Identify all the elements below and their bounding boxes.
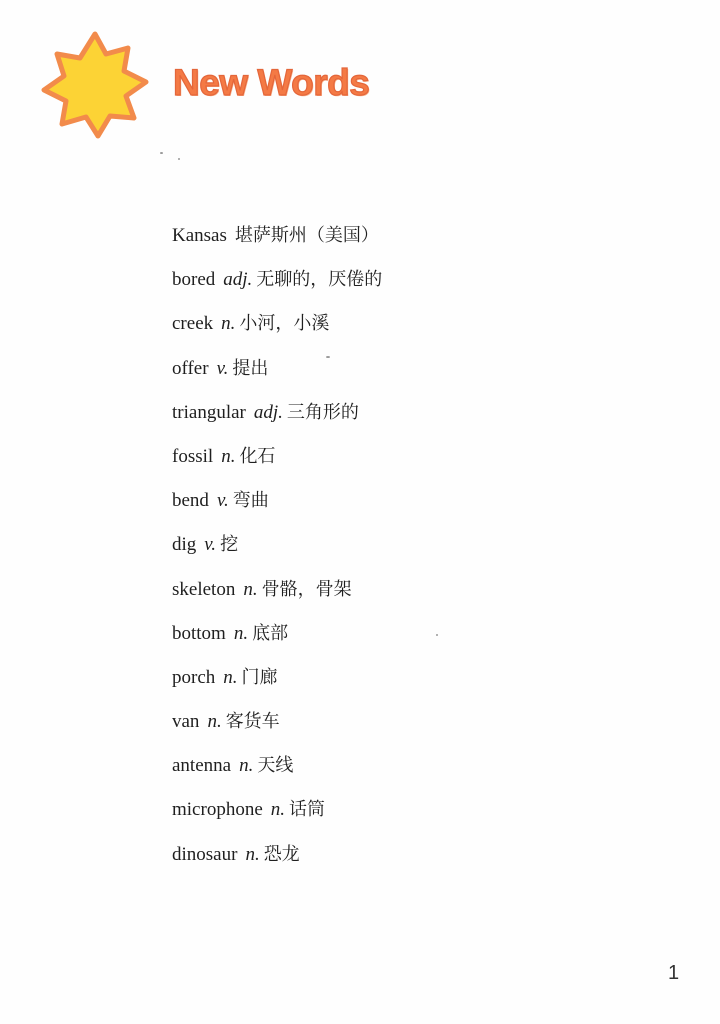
word-chinese: 挖 [220, 534, 239, 556]
word-part-of-speech: v. [216, 357, 229, 379]
word-entry-fossil [172, 441, 382, 485]
word-english: dinosaur [172, 843, 238, 865]
word-list [172, 220, 382, 883]
word-part-of-speech: v. [204, 534, 217, 556]
word-part-of-speech: n. [243, 578, 258, 600]
word-entry-antenna [172, 750, 382, 794]
word-chinese: 提出 [232, 357, 269, 379]
word-entry-dig [172, 529, 382, 573]
word-english: antenna [172, 755, 232, 777]
word-chinese: 恐龙 [263, 843, 300, 865]
word-entry-porch [172, 662, 382, 706]
word-part-of-speech: v. [216, 490, 229, 512]
paper-speck [178, 158, 180, 160]
word-english: bored [172, 269, 216, 291]
word-part-of-speech: n. [239, 755, 254, 777]
word-chinese: 骨骼，骨架 [261, 578, 352, 600]
star-badge-icon [40, 30, 150, 140]
word-chinese: 化石 [239, 445, 276, 467]
word-part-of-speech: n. [223, 666, 238, 688]
word-entry-skeleton [172, 574, 382, 618]
word-entry-bend [172, 485, 382, 529]
word-entry-triangular [172, 397, 382, 441]
word-chinese: 话筒 [289, 799, 326, 821]
word-entry-offer [172, 353, 382, 397]
word-part-of-speech: adj. [253, 401, 283, 423]
word-english: fossil [172, 445, 214, 467]
word-chinese: 弯曲 [232, 490, 269, 512]
word-chinese: 三角形的 [286, 401, 359, 423]
word-part-of-speech: n. [221, 445, 236, 467]
word-part-of-speech: n. [233, 622, 249, 644]
paper-speck [436, 634, 438, 636]
word-english: bottom [172, 622, 226, 644]
word-english: offer [172, 357, 209, 379]
word-english: Kansas [172, 225, 227, 246]
word-entry-bored [172, 264, 382, 308]
word-part-of-speech: n. [207, 711, 222, 733]
word-english: creek [172, 313, 214, 335]
word-chinese: 底部 [252, 622, 289, 644]
word-english: bend [172, 490, 209, 512]
word-part-of-speech: adj. [223, 269, 253, 291]
word-english: van [172, 711, 200, 733]
word-chinese: 堪萨斯州（美国） [234, 225, 379, 246]
word-entry-van [172, 706, 382, 750]
word-part-of-speech: n. [221, 313, 236, 335]
word-chinese: 门廊 [241, 666, 278, 688]
word-entry-bottom [172, 618, 382, 662]
word-part-of-speech: n. [245, 843, 260, 865]
word-chinese: 天线 [257, 755, 294, 777]
word-part-of-speech: n. [270, 799, 286, 821]
word-entry-microphone [172, 794, 382, 838]
word-english: triangular [172, 401, 246, 423]
paper-speck [160, 152, 163, 154]
page-number: 1 [668, 962, 680, 984]
word-entry-creek [172, 308, 382, 352]
word-english: microphone [172, 799, 263, 821]
word-entry-kansas [172, 220, 382, 264]
word-chinese: 无聊的，厌倦的 [256, 269, 383, 291]
word-chinese: 客货车 [225, 711, 280, 733]
word-english: porch [172, 666, 216, 688]
word-entry-dinosaur [172, 839, 382, 883]
word-english: dig [172, 534, 197, 556]
word-chinese: 小河，小溪 [239, 313, 330, 335]
word-english: skeleton [172, 578, 236, 600]
section-title: New Words [173, 62, 370, 103]
